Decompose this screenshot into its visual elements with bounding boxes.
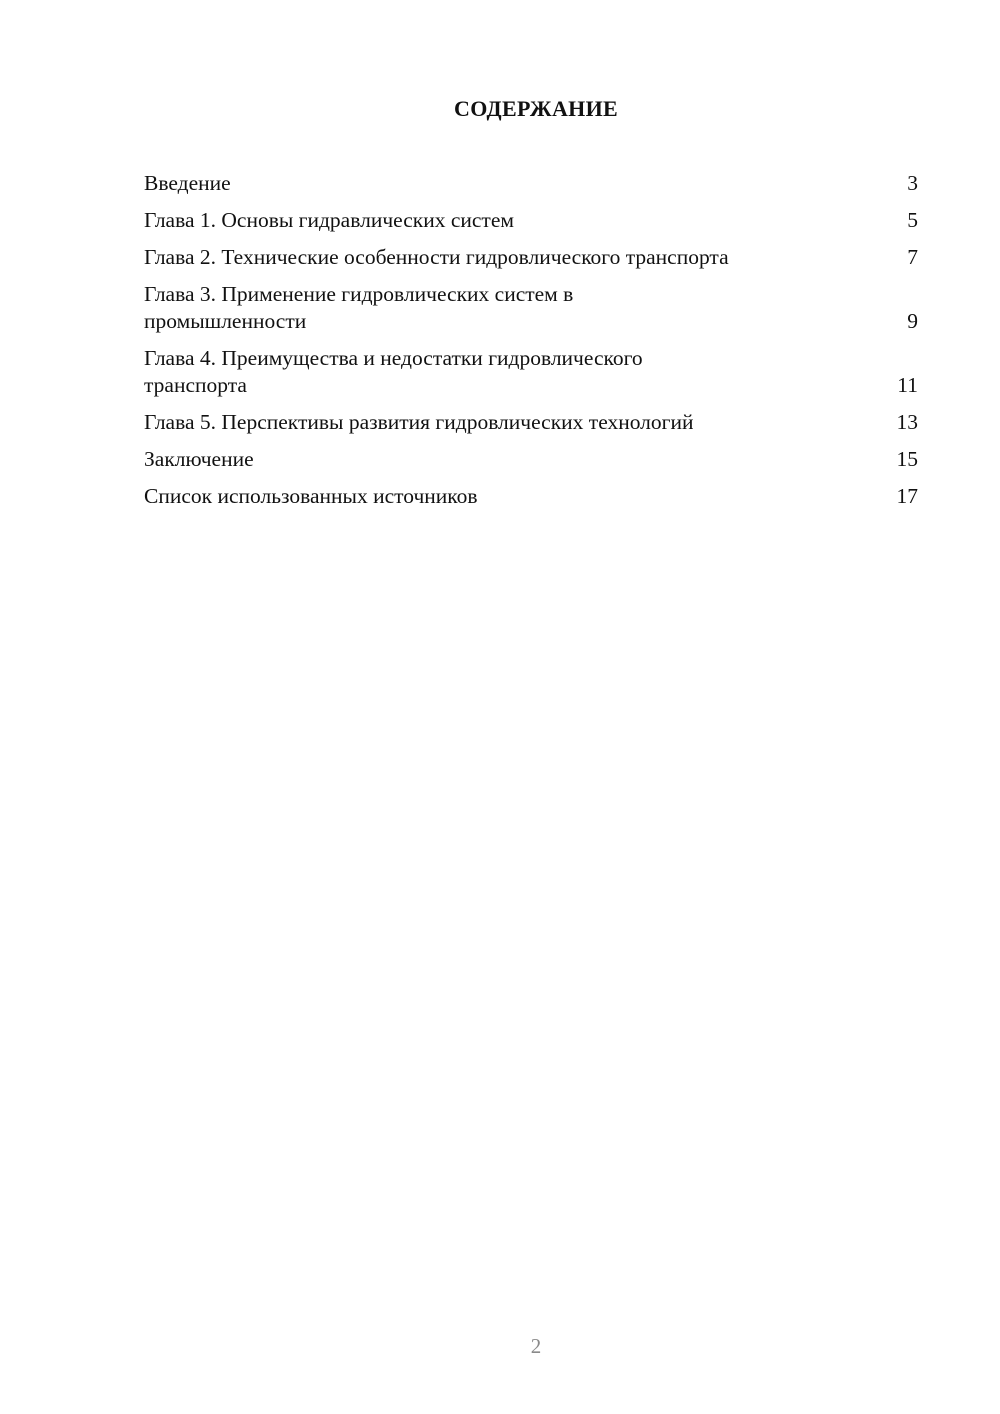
- toc-title: СОДЕРЖАНИЕ: [454, 96, 618, 121]
- toc-entry-text: Глава 1. Основы гидравлических систем: [144, 208, 514, 232]
- toc-entry-text: Глава 2. Технические особенности гидровлического транспорта: [144, 245, 729, 269]
- toc-entry-text: Глава 5. Перспективы развития гидровлических технологий: [144, 410, 694, 434]
- toc-entry-page: 17: [896, 484, 918, 508]
- toc-entry-page: 11: [897, 373, 918, 397]
- toc-entry-chapter-1: [144, 207, 918, 234]
- toc-entry-page: 3: [907, 171, 918, 195]
- toc-entry-introduction: [144, 170, 918, 197]
- toc-entry-text: Введение: [144, 171, 231, 195]
- toc-entry-chapter-4: [144, 345, 918, 399]
- toc-entry-text: Глава 3. Применение гидровлических систем в промышленности: [144, 282, 574, 333]
- page-number: 2: [530, 1334, 542, 1358]
- toc-entry-page: 9: [907, 309, 918, 333]
- toc-entry-text: Глава 4. Преимущества и недостатки гидровлического транспорта: [144, 346, 643, 397]
- toc-entry-chapter-3: [144, 281, 918, 335]
- toc-entry-references: [144, 483, 918, 510]
- toc-entry-text: Заключение: [144, 447, 254, 471]
- toc-entry-chapter-5: [144, 409, 918, 436]
- toc-entry-chapter-2: [144, 244, 918, 271]
- toc-entry-text: Список использованных источников: [144, 484, 478, 508]
- toc-entry-conclusion: [144, 446, 918, 473]
- toc-entry-page: 13: [896, 410, 918, 434]
- toc-entry-page: 7: [907, 245, 918, 269]
- toc-entry-page: 15: [896, 447, 918, 471]
- toc-entry-page: 5: [907, 208, 918, 232]
- table-of-contents: [144, 170, 918, 520]
